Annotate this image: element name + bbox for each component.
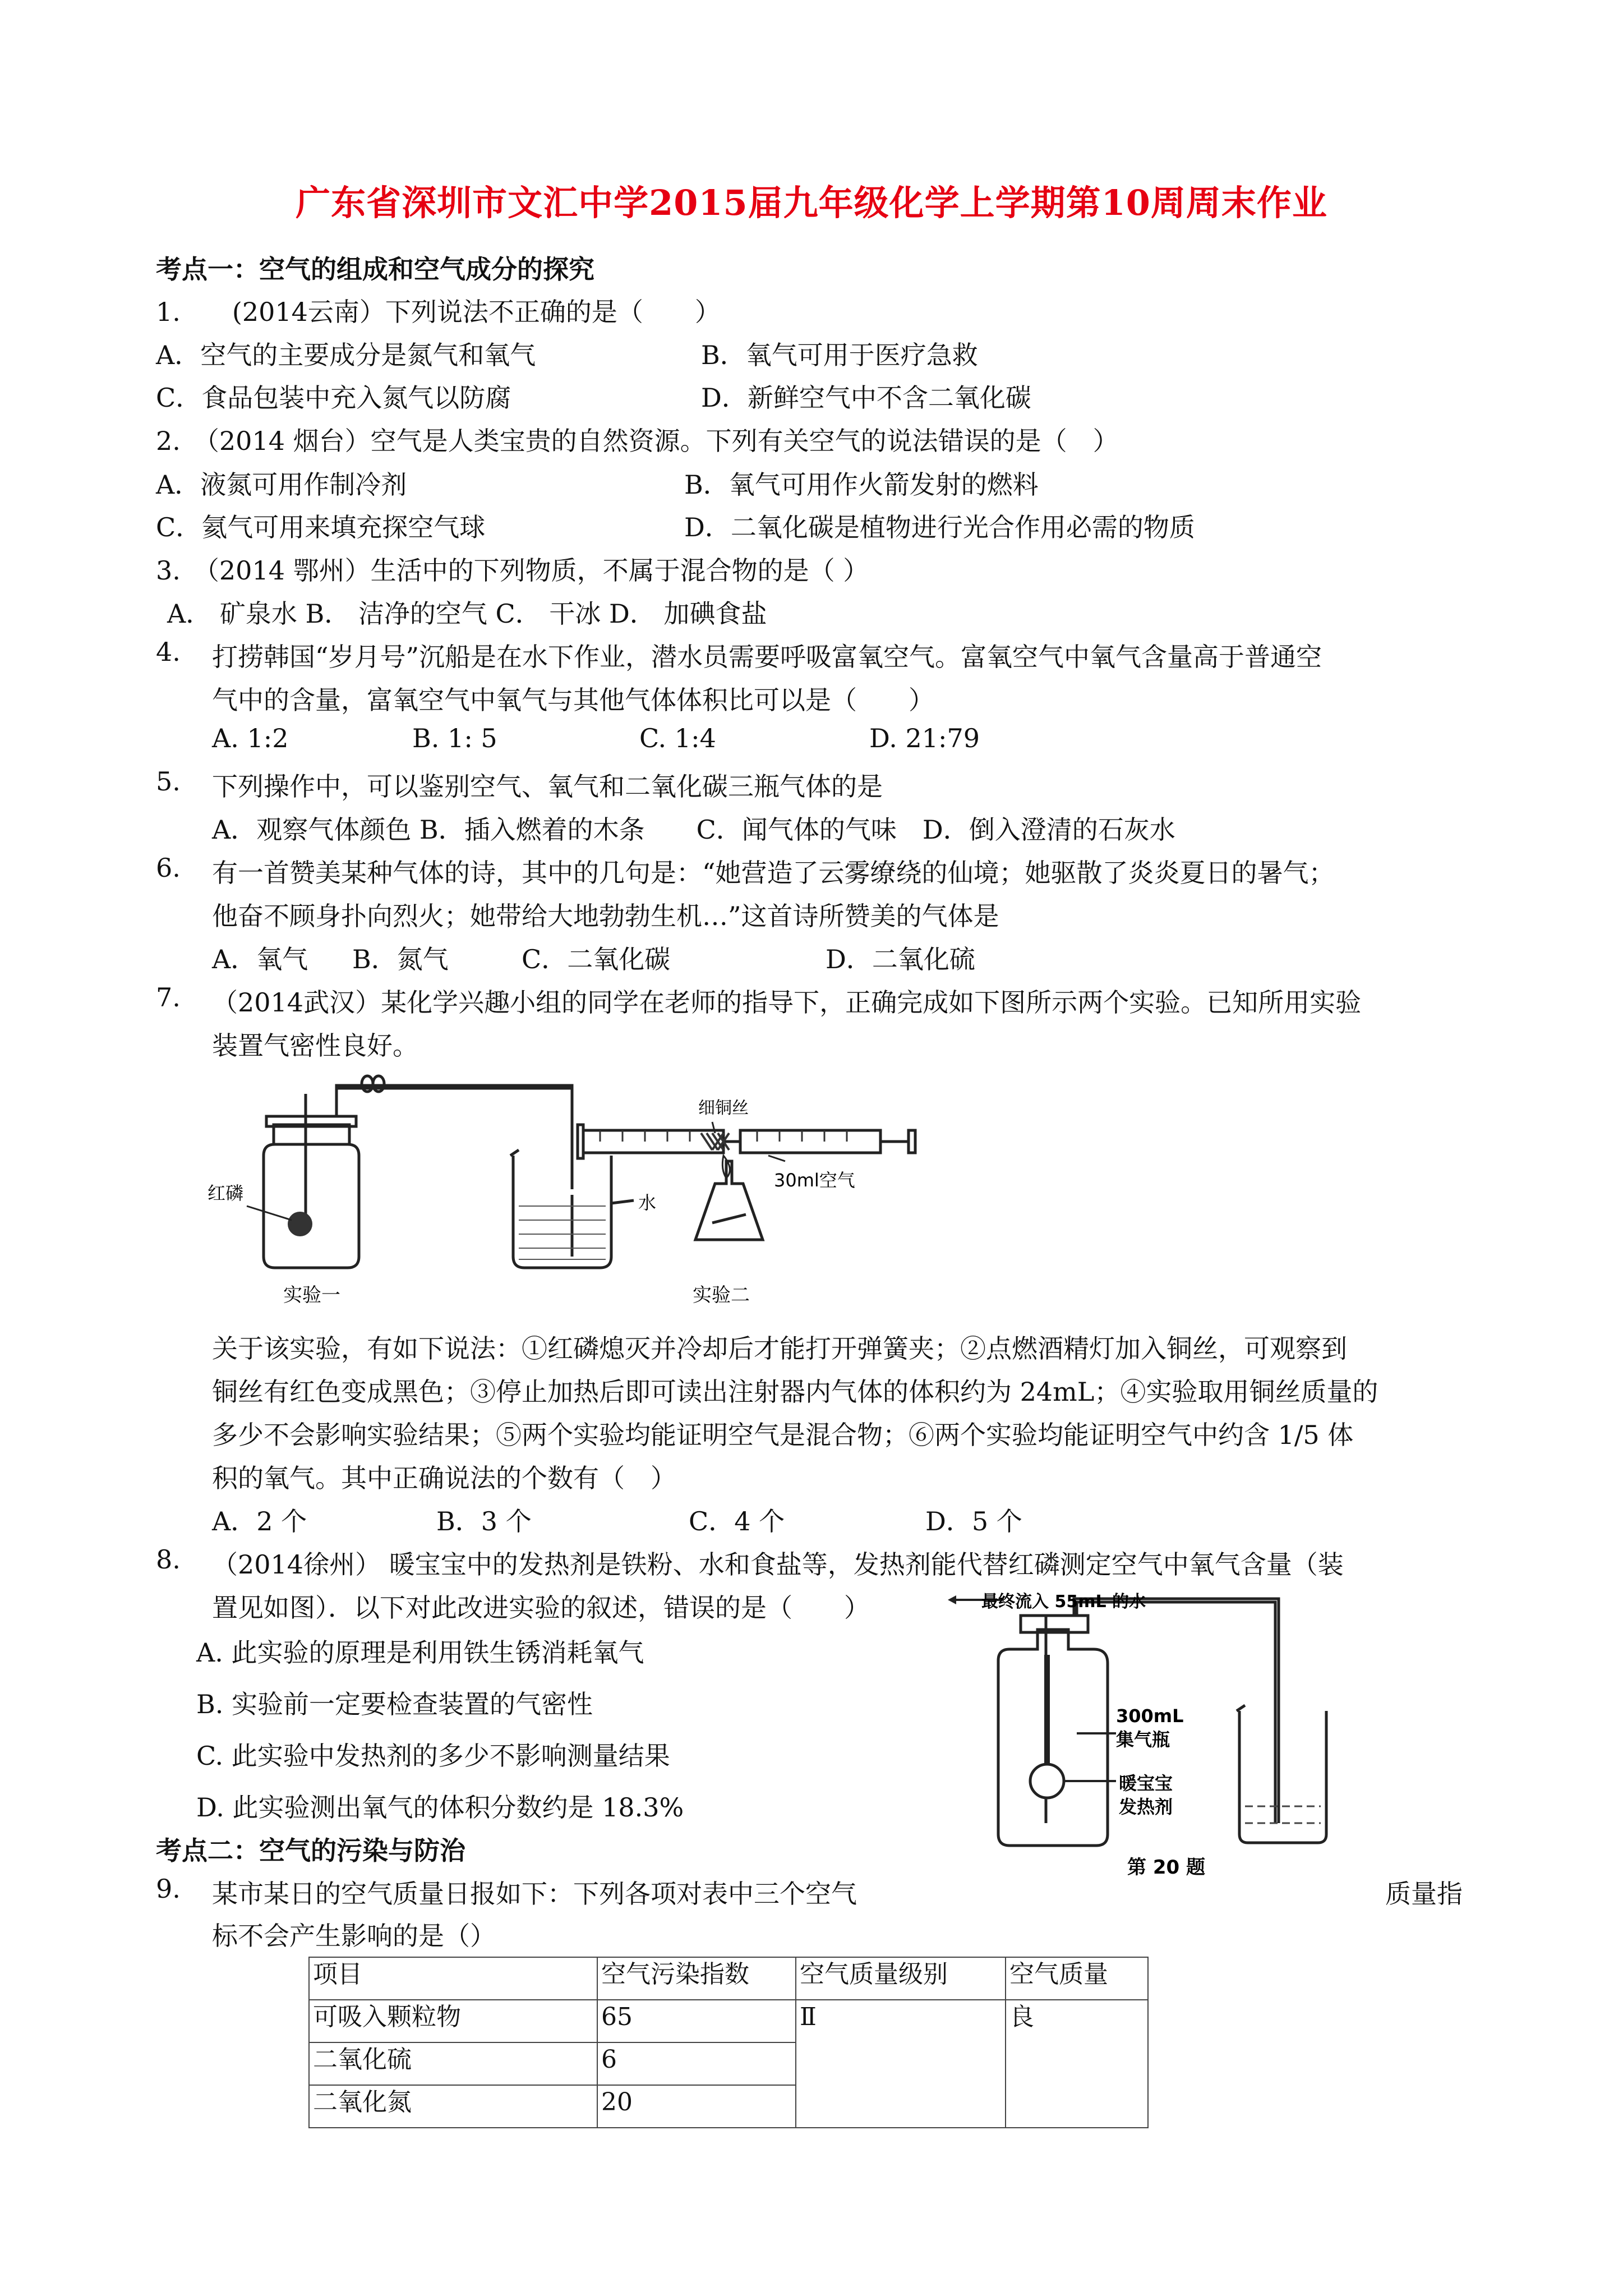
table-header-row xyxy=(309,1957,1148,2000)
q7-para-line4: 积的氧气。其中正确说法的个数有（ ） xyxy=(212,1463,676,1493)
fig-label-heater: 暖宝宝 xyxy=(1119,1773,1173,1794)
q6-option-d: D．二氧化硫 xyxy=(826,944,975,974)
q4-option-c: C. 1:4 xyxy=(639,723,716,753)
table-header-cell: 空气污染指数 xyxy=(597,1957,796,2000)
q9-stem-line1b: 质量指 xyxy=(1385,1879,1463,1909)
q7-experiment-figure xyxy=(208,1071,937,1313)
fig-label-water: 水 xyxy=(638,1192,657,1213)
q6-number: 6. xyxy=(156,853,181,883)
table-cell-level: Ⅱ xyxy=(796,2000,1006,2128)
table-cell: 65 xyxy=(597,2000,796,2042)
q2-option-c: C．氦气可用来填充探空气球 xyxy=(156,512,486,542)
q4-stem-line1: 打捞韩国“岁月号”沉船是在水下作业，潜水员需要呼吸富氧空气。富氧空气中氧气含量高于普通空 xyxy=(212,642,1322,672)
q4-stem-line2: 气中的含量，富氧空气中氧气与其他气体体积比可以是（ ） xyxy=(212,685,934,715)
q2-option-a: A．液氮可用作制冷剂 xyxy=(156,470,407,500)
q7-option-b: B．3 个 xyxy=(436,1506,532,1536)
q6-option-a: A．氧气 xyxy=(212,944,308,974)
table-cell: 可吸入颗粒物 xyxy=(309,2000,597,2042)
q5-options: A．观察气体颜色 B．插入燃着的木条 C．闻气体的气味 D．倒入澄清的石灰水 xyxy=(212,815,1175,845)
q9-stem-line2: 标不会产生影响的是（） xyxy=(212,1921,496,1951)
q5-stem: 下列操作中，可以鉴别空气、氧气和二氧化碳三瓶气体的是 xyxy=(212,771,883,802)
table-cell: 二氧化硫 xyxy=(309,2042,597,2085)
fig-label-30ml-air: 30ml空气 xyxy=(774,1170,855,1191)
q4-option-b: B. 1: 5 xyxy=(412,723,497,753)
fig-label-red-phosphorus: 红磷 xyxy=(208,1182,244,1204)
q7-option-a: A．2 个 xyxy=(212,1506,307,1536)
fig-label-bottle-volume: 300mL xyxy=(1116,1705,1184,1727)
q6-stem-line2: 他奋不顾身扑向烈火；她带给大地勃勃生机…”这首诗所赞美的气体是 xyxy=(212,901,999,931)
q1-option-a: A．空气的主要成分是氮气和氧气 xyxy=(156,340,536,370)
q2-option-d: D．二氧化碳是植物进行光合作用必需的物质 xyxy=(684,512,1195,542)
q4-option-a: A. 1:2 xyxy=(212,723,289,753)
q7-para-line3: 多少不会影响实验结果；⑤两个实验均能证明空气是混合物；⑥两个实验均能证明空气中约含 1/5 体 xyxy=(212,1420,1354,1450)
q8-option-d: D. 此实验测出氧气的体积分数约是 18.3% xyxy=(196,1792,684,1823)
q8-stem-line2: 置见如图）．以下对此改进实验的叙述，错误的是（ ） xyxy=(212,1593,870,1623)
fig-label-bottle: 集气瓶 xyxy=(1116,1729,1170,1750)
q9-number: 9. xyxy=(156,1874,181,1904)
q7-stem-line2: 装置气密性良好。 xyxy=(212,1030,418,1061)
q8-stem-line1: （2014徐州） 暖宝宝中的发热剂是铁粉、水和食盐等，发热剂能代替红磷测定空气中氧气含量（装 xyxy=(212,1549,1344,1580)
q8-option-b: B. 实验前一定要检查装置的气密性 xyxy=(196,1689,593,1719)
table-header-cell: 空气质量级别 xyxy=(796,1957,1006,2000)
q4-number: 4. xyxy=(156,637,181,667)
table-cell: 20 xyxy=(597,2085,796,2128)
table-cell: 二氧化氮 xyxy=(309,2085,597,2128)
q8-number: 8. xyxy=(156,1544,181,1575)
table-header-cell: 项目 xyxy=(309,1957,597,2000)
q7-number: 7. xyxy=(156,982,181,1013)
section-heading-2: 考点二：空气的污染与防治 xyxy=(156,1835,465,1866)
q8-option-c: C. 此实验中发热剂的多少不影响测量结果 xyxy=(196,1741,670,1771)
q3-stem: 3. （2014 鄂州）生活中的下列物质，不属于混合物的是（ ） xyxy=(156,555,869,586)
q6-option-c: C．二氧化碳 xyxy=(522,944,671,974)
q7-stem-line1: （2014武汉）某化学兴趣小组的同学在老师的指导下，正确完成如下图所示两个实验。已知所用实验 xyxy=(212,987,1362,1018)
q4-option-d: D. 21:79 xyxy=(869,723,980,753)
fig-label-exp1: 实验一 xyxy=(283,1284,340,1306)
q6-option-b: B．氮气 xyxy=(352,944,449,974)
q7-para-line2: 铜丝有红色变成黑色；③停止加热后即可读出注射器内气体的体积约为 24mL；④实验取用铜丝质量的 xyxy=(212,1377,1378,1407)
q2-stem: 2. （2014 烟台）空气是人类宝贵的自然资源。下列有关空气的说法错误的是（ ） xyxy=(156,426,1119,456)
q1-option-c: C．食品包装中充入氮气以防腐 xyxy=(156,383,511,413)
q1-option-d: D．新鲜空气中不含二氧化碳 xyxy=(701,383,1031,413)
fig-caption: 第 20 题 xyxy=(1127,1856,1205,1879)
page-title: 广东省深圳市文汇中学2015届九年级化学上学期第10周周末作业 xyxy=(296,182,1327,223)
q9-stem-line1a: 某市某日的空气质量日报如下：下列各项对表中三个空气 xyxy=(212,1879,857,1909)
table-row xyxy=(309,2000,1148,2042)
q3-options: A． 矿泉水 B． 洁净的空气 C． 干冰 D． 加碘食盐 xyxy=(167,599,767,629)
q7-option-c: C．4 个 xyxy=(689,1506,785,1536)
q6-stem-line1: 有一首赞美某种气体的诗，其中的几句是：“她营造了云雾缭绕的仙境；她驱散了炎炎夏日的暑气； xyxy=(212,858,1335,888)
fig-label-flow: 最终流入 55mL 的水 xyxy=(981,1592,1146,1612)
fig-label-exp2: 实验二 xyxy=(693,1284,750,1306)
q1-option-b: B．氧气可用于医疗急救 xyxy=(701,340,978,370)
q8-option-a: A. 此实验的原理是利用铁生锈消耗氧气 xyxy=(196,1637,644,1668)
q8-apparatus-figure xyxy=(948,1588,1380,1879)
q7-para-line1: 关于该实验，有如下说法：①红磷熄灭并冷却后才能打开弹簧夹；②点燃酒精灯加入铜丝，可观察到 xyxy=(212,1333,1347,1364)
q5-number: 5. xyxy=(156,766,181,797)
air-quality-table xyxy=(308,1957,1149,2128)
table-cell-quality: 良 xyxy=(1006,2000,1148,2128)
section-heading-1: 考点一：空气的组成和空气成分的探究 xyxy=(156,254,594,284)
table-header-cell: 空气质量 xyxy=(1006,1957,1148,2000)
fig-label-copper-wire: 细铜丝 xyxy=(698,1098,749,1118)
q1-stem: 1. (2014云南）下列说法不正确的是（ ） xyxy=(156,297,721,327)
table-cell: 6 xyxy=(597,2042,796,2085)
q2-option-b: B．氧气可用作火箭发射的燃料 xyxy=(684,470,1039,500)
q7-option-d: D．5 个 xyxy=(925,1506,1022,1536)
fig-label-heater-agent: 发热剂 xyxy=(1119,1796,1173,1818)
